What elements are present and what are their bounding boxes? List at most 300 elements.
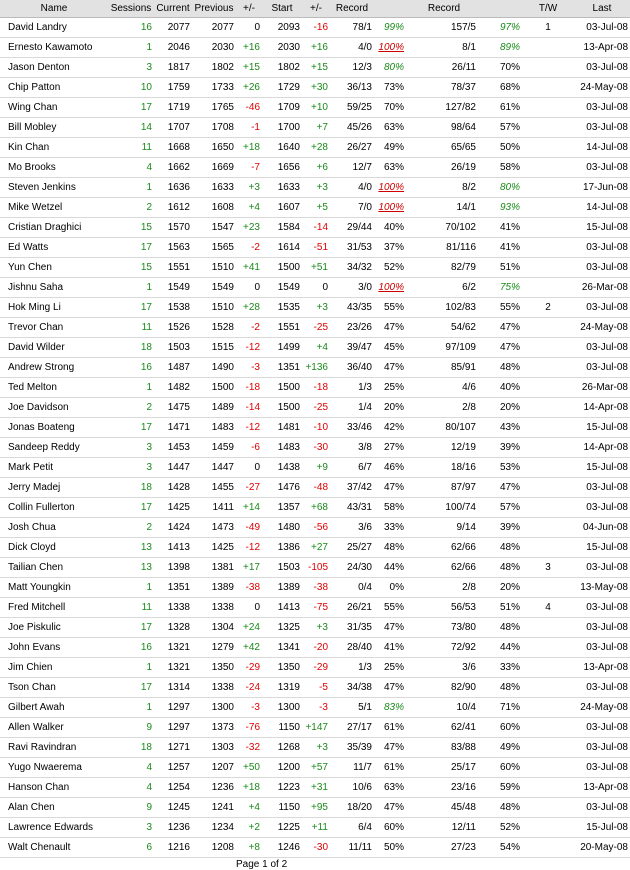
cell-name: Mike Wetzel: [0, 198, 108, 218]
header-record: Record: [330, 0, 374, 18]
cell-tw: [522, 78, 574, 98]
cell-change: +41: [236, 258, 262, 278]
cell-current: 1538: [154, 298, 192, 318]
cell-record-pct: 37%: [374, 238, 410, 258]
cell-last: 03-Jul-08: [574, 558, 630, 578]
cell-last: 14-Jul-08: [574, 198, 630, 218]
cell-current: 1351: [154, 578, 192, 598]
cell-record-total-pct: 48%: [478, 678, 522, 698]
header-current: Current: [154, 0, 192, 18]
cell-start-change: -25: [302, 318, 330, 338]
cell-record: 6/7: [330, 458, 374, 478]
cell-previous: 1733: [192, 78, 236, 98]
cell-change: +18: [236, 778, 262, 798]
cell-start: 1357: [262, 498, 302, 518]
cell-record: 3/8: [330, 438, 374, 458]
cell-sessions: 17: [108, 498, 154, 518]
cell-change: -27: [236, 478, 262, 498]
cell-current: 1216: [154, 838, 192, 858]
cell-last: 15-Jul-08: [574, 218, 630, 238]
cell-record: 10/6: [330, 778, 374, 798]
cell-record-total: 65/65: [410, 138, 478, 158]
cell-sessions: 15: [108, 258, 154, 278]
cell-last: 15-Jul-08: [574, 818, 630, 838]
cell-start: 1607: [262, 198, 302, 218]
cell-sessions: 1: [108, 658, 154, 678]
cell-change: +17: [236, 558, 262, 578]
cell-record-pct: 50%: [374, 838, 410, 858]
table-row: [0, 178, 630, 198]
cell-record-pct: 47%: [374, 738, 410, 758]
cell-last: 03-Jul-08: [574, 358, 630, 378]
cell-tw: [522, 338, 574, 358]
cell-record-total-pct: 52%: [478, 818, 522, 838]
cell-record-pct: 42%: [374, 418, 410, 438]
cell-current: 1549: [154, 278, 192, 298]
cell-tw: [522, 58, 574, 78]
cell-record-total-pct: 57%: [478, 118, 522, 138]
cell-previous: 1338: [192, 678, 236, 698]
table-row: [0, 118, 630, 138]
cell-previous: 1234: [192, 818, 236, 838]
cell-start-change: -29: [302, 658, 330, 678]
cell-record-pct: 44%: [374, 558, 410, 578]
cell-record-total: 82/90: [410, 678, 478, 698]
header-sessions: Sessions: [108, 0, 154, 18]
cell-start: 1268: [262, 738, 302, 758]
cell-record-total-pct: 68%: [478, 78, 522, 98]
cell-record-total: 2/8: [410, 578, 478, 598]
cell-sessions: 16: [108, 358, 154, 378]
cell-name: Joe Davidson: [0, 398, 108, 418]
cell-change: -7: [236, 158, 262, 178]
cell-record-total: 102/83: [410, 298, 478, 318]
cell-change: +4: [236, 798, 262, 818]
cell-record-pct: 100%: [374, 178, 410, 198]
cell-name: Matt Youngkin: [0, 578, 108, 598]
cell-record: 36/40: [330, 358, 374, 378]
cell-sessions: 18: [108, 338, 154, 358]
cell-name: Tailian Chen: [0, 558, 108, 578]
cell-start: 1200: [262, 758, 302, 778]
cell-current: 1245: [154, 798, 192, 818]
cell-record: 36/13: [330, 78, 374, 98]
cell-sessions: 11: [108, 598, 154, 618]
table-row: [0, 498, 630, 518]
cell-change: +24: [236, 618, 262, 638]
cell-record-total-pct: 51%: [478, 598, 522, 618]
cell-record: 34/32: [330, 258, 374, 278]
cell-record-total-pct: 33%: [478, 658, 522, 678]
cell-current: 1428: [154, 478, 192, 498]
cell-change: 0: [236, 278, 262, 298]
cell-record-total: 14/1: [410, 198, 478, 218]
cell-previous: 1208: [192, 838, 236, 858]
cell-change: -24: [236, 678, 262, 698]
cell-name: Fred Mitchell: [0, 598, 108, 618]
cell-sessions: 1: [108, 578, 154, 598]
cell-record-total: 8/2: [410, 178, 478, 198]
cell-last: 03-Jul-08: [574, 738, 630, 758]
cell-record: 1/4: [330, 398, 374, 418]
cell-record-total: 3/6: [410, 658, 478, 678]
cell-tw: [522, 538, 574, 558]
cell-record-pct: 83%: [374, 698, 410, 718]
cell-current: 1526: [154, 318, 192, 338]
cell-start: 1535: [262, 298, 302, 318]
cell-last: 13-Apr-08: [574, 38, 630, 58]
cell-current: 1398: [154, 558, 192, 578]
cell-record: 24/30: [330, 558, 374, 578]
cell-name: Kin Chan: [0, 138, 108, 158]
cell-current: 1759: [154, 78, 192, 98]
cell-record-pct: 47%: [374, 478, 410, 498]
cell-previous: 1338: [192, 598, 236, 618]
cell-sessions: 17: [108, 98, 154, 118]
cell-sessions: 1: [108, 378, 154, 398]
table-row: [0, 798, 630, 818]
cell-record-total-pct: 41%: [478, 238, 522, 258]
cell-previous: 1425: [192, 538, 236, 558]
cell-previous: 1549: [192, 278, 236, 298]
cell-record-pct: 99%: [374, 18, 410, 38]
cell-current: 1453: [154, 438, 192, 458]
cell-record-total: 56/53: [410, 598, 478, 618]
table-row: [0, 398, 630, 418]
cell-record: 6/4: [330, 818, 374, 838]
cell-sessions: 17: [108, 678, 154, 698]
cell-change: +8: [236, 838, 262, 858]
cell-previous: 1633: [192, 178, 236, 198]
cell-previous: 1565: [192, 238, 236, 258]
cell-change: +23: [236, 218, 262, 238]
cell-current: 1636: [154, 178, 192, 198]
cell-record-total-pct: 50%: [478, 138, 522, 158]
cell-record-total-pct: 44%: [478, 638, 522, 658]
cell-previous: 1802: [192, 58, 236, 78]
cell-name: Cristian Draghici: [0, 218, 108, 238]
cell-start-change: -5: [302, 678, 330, 698]
cell-last: 03-Jul-08: [574, 798, 630, 818]
cell-tw: [522, 358, 574, 378]
cell-record-total-pct: 97%: [478, 18, 522, 38]
cell-last: 15-Jul-08: [574, 418, 630, 438]
cell-tw: 2: [522, 298, 574, 318]
cell-current: 1424: [154, 518, 192, 538]
cell-tw: [522, 178, 574, 198]
cell-start: 1483: [262, 438, 302, 458]
cell-name: Chip Patton: [0, 78, 108, 98]
cell-sessions: 18: [108, 738, 154, 758]
cell-record-total-pct: 39%: [478, 518, 522, 538]
header-record-total: Record: [410, 0, 478, 18]
cell-start: 1341: [262, 638, 302, 658]
cell-sessions: 3: [108, 458, 154, 478]
cell-previous: 1528: [192, 318, 236, 338]
cell-start: 1476: [262, 478, 302, 498]
cell-record-pct: 58%: [374, 498, 410, 518]
cell-record-total-pct: 49%: [478, 738, 522, 758]
cell-sessions: 13: [108, 538, 154, 558]
cell-name: Steven Jenkins: [0, 178, 108, 198]
cell-start-change: -20: [302, 638, 330, 658]
cell-tw: [522, 158, 574, 178]
cell-name: Andrew Strong: [0, 358, 108, 378]
cell-tw: [522, 418, 574, 438]
cell-previous: 1708: [192, 118, 236, 138]
cell-record-total-pct: 61%: [478, 98, 522, 118]
cell-name: Dick Cloyd: [0, 538, 108, 558]
cell-current: 1328: [154, 618, 192, 638]
table-row: [0, 778, 630, 798]
cell-previous: 1765: [192, 98, 236, 118]
table-row: [0, 738, 630, 758]
cell-name: Wing Chan: [0, 98, 108, 118]
cell-last: 13-Apr-08: [574, 778, 630, 798]
table-row: [0, 158, 630, 178]
cell-record-pct: 55%: [374, 298, 410, 318]
cell-current: 1662: [154, 158, 192, 178]
cell-start: 1438: [262, 458, 302, 478]
cell-start: 1300: [262, 698, 302, 718]
table-body: [0, 18, 630, 858]
cell-start-change: +3: [302, 738, 330, 758]
cell-last: 03-Jul-08: [574, 158, 630, 178]
cell-tw: [522, 478, 574, 498]
cell-previous: 1236: [192, 778, 236, 798]
cell-record-total-pct: 47%: [478, 338, 522, 358]
cell-current: 1471: [154, 418, 192, 438]
cell-sessions: 3: [108, 58, 154, 78]
cell-name: Hanson Chan: [0, 778, 108, 798]
cell-record: 1/3: [330, 378, 374, 398]
cell-change: -29: [236, 658, 262, 678]
cell-tw: [522, 138, 574, 158]
cell-start-change: -16: [302, 18, 330, 38]
cell-sessions: 4: [108, 758, 154, 778]
cell-tw: [522, 658, 574, 678]
cell-previous: 1300: [192, 698, 236, 718]
cell-record-pct: 47%: [374, 618, 410, 638]
table-row: [0, 198, 630, 218]
cell-start-change: -56: [302, 518, 330, 538]
table-row: [0, 478, 630, 498]
cell-last: 26-Mar-08: [574, 378, 630, 398]
cell-start-change: -105: [302, 558, 330, 578]
cell-last: 03-Jul-08: [574, 718, 630, 738]
cell-tw: [522, 618, 574, 638]
cell-sessions: 17: [108, 618, 154, 638]
cell-record: 34/38: [330, 678, 374, 698]
cell-last: 03-Jul-08: [574, 238, 630, 258]
cell-record-total-pct: 48%: [478, 558, 522, 578]
cell-last: 20-May-08: [574, 838, 630, 858]
cell-start-change: -3: [302, 698, 330, 718]
table-row: [0, 338, 630, 358]
cell-sessions: 1: [108, 178, 154, 198]
cell-name: Trevor Chan: [0, 318, 108, 338]
cell-start: 1640: [262, 138, 302, 158]
cell-record-total: 83/88: [410, 738, 478, 758]
cell-name: Gilbert Awah: [0, 698, 108, 718]
cell-record: 3/6: [330, 518, 374, 538]
cell-record-total-pct: 48%: [478, 798, 522, 818]
cell-last: 14-Apr-08: [574, 398, 630, 418]
cell-start-change: +95: [302, 798, 330, 818]
cell-record-total-pct: 60%: [478, 718, 522, 738]
cell-record-pct: 73%: [374, 78, 410, 98]
cell-last: 15-Jul-08: [574, 538, 630, 558]
cell-last: 24-May-08: [574, 78, 630, 98]
cell-previous: 1483: [192, 418, 236, 438]
cell-current: 1719: [154, 98, 192, 118]
cell-tw: [522, 198, 574, 218]
cell-previous: 1669: [192, 158, 236, 178]
cell-start: 1614: [262, 238, 302, 258]
cell-record-total-pct: 89%: [478, 38, 522, 58]
cell-change: -38: [236, 578, 262, 598]
cell-name: Mark Petit: [0, 458, 108, 478]
cell-record: 26/27: [330, 138, 374, 158]
cell-record-total: 87/97: [410, 478, 478, 498]
cell-record-pct: 20%: [374, 398, 410, 418]
cell-tw: [522, 98, 574, 118]
cell-tw: [522, 278, 574, 298]
cell-sessions: 6: [108, 838, 154, 858]
cell-sessions: 2: [108, 518, 154, 538]
cell-record-total-pct: 48%: [478, 358, 522, 378]
table-row: [0, 58, 630, 78]
cell-previous: 1304: [192, 618, 236, 638]
cell-name: Alan Chen: [0, 798, 108, 818]
cell-last: 24-May-08: [574, 698, 630, 718]
cell-tw: [522, 238, 574, 258]
cell-name: Jason Denton: [0, 58, 108, 78]
cell-record-total-pct: 57%: [478, 498, 522, 518]
cell-record-total: 9/14: [410, 518, 478, 538]
cell-current: 1321: [154, 658, 192, 678]
cell-sessions: 16: [108, 18, 154, 38]
cell-start-change: +68: [302, 498, 330, 518]
cell-current: 1487: [154, 358, 192, 378]
cell-tw: [522, 798, 574, 818]
table-row: [0, 658, 630, 678]
cell-start: 1500: [262, 398, 302, 418]
table-row: [0, 598, 630, 618]
table-row: [0, 838, 630, 858]
cell-previous: 1303: [192, 738, 236, 758]
cell-start-change: -30: [302, 438, 330, 458]
cell-record: 12/3: [330, 58, 374, 78]
cell-start: 1480: [262, 518, 302, 538]
cell-last: 03-Jul-08: [574, 118, 630, 138]
cell-name: Jishnu Saha: [0, 278, 108, 298]
cell-start: 1325: [262, 618, 302, 638]
cell-record: 35/39: [330, 738, 374, 758]
cell-tw: [522, 678, 574, 698]
cell-sessions: 1: [108, 38, 154, 58]
table-row: [0, 18, 630, 38]
cell-last: 14-Apr-08: [574, 438, 630, 458]
cell-sessions: 3: [108, 438, 154, 458]
header-start: Start: [262, 0, 302, 18]
cell-name: Jerry Madej: [0, 478, 108, 498]
table-row: [0, 298, 630, 318]
cell-start-change: +136: [302, 358, 330, 378]
cell-start: 1319: [262, 678, 302, 698]
cell-current: 1570: [154, 218, 192, 238]
cell-name: David Landry: [0, 18, 108, 38]
cell-record: 31/35: [330, 618, 374, 638]
table-row: [0, 618, 630, 638]
cell-record-total-pct: 51%: [478, 258, 522, 278]
cell-record-total-pct: 59%: [478, 778, 522, 798]
cell-start: 1246: [262, 838, 302, 858]
cell-last: 13-Apr-08: [574, 658, 630, 678]
cell-current: 1425: [154, 498, 192, 518]
cell-record: 29/44: [330, 218, 374, 238]
cell-last: 26-Mar-08: [574, 278, 630, 298]
cell-record-pct: 25%: [374, 658, 410, 678]
table-row: [0, 418, 630, 438]
cell-last: 03-Jul-08: [574, 298, 630, 318]
cell-change: -1: [236, 118, 262, 138]
table-row: [0, 698, 630, 718]
table-row: [0, 638, 630, 658]
cell-current: 1563: [154, 238, 192, 258]
header-row: [0, 0, 630, 18]
cell-sessions: 14: [108, 118, 154, 138]
table-row: [0, 258, 630, 278]
cell-start: 1413: [262, 598, 302, 618]
header-change: +/-: [236, 0, 262, 18]
cell-name: Walt Chenault: [0, 838, 108, 858]
cell-start-change: -30: [302, 838, 330, 858]
cell-previous: 2030: [192, 38, 236, 58]
cell-record-pct: 46%: [374, 458, 410, 478]
cell-start-change: +30: [302, 78, 330, 98]
cell-record-pct: 49%: [374, 138, 410, 158]
cell-record-total: 81/116: [410, 238, 478, 258]
cell-current: 1257: [154, 758, 192, 778]
cell-change: -2: [236, 238, 262, 258]
cell-record-total-pct: 55%: [478, 298, 522, 318]
cell-name: Ernesto Kawamoto: [0, 38, 108, 58]
cell-record-pct: 70%: [374, 98, 410, 118]
cell-sessions: 18: [108, 478, 154, 498]
table-row: [0, 578, 630, 598]
cell-record-pct: 55%: [374, 598, 410, 618]
cell-previous: 2077: [192, 18, 236, 38]
cell-change: -18: [236, 378, 262, 398]
cell-name: Yugo Nwaerema: [0, 758, 108, 778]
cell-start-change: +3: [302, 178, 330, 198]
table-row: [0, 718, 630, 738]
cell-start-change: -10: [302, 418, 330, 438]
cell-change: +2: [236, 818, 262, 838]
cell-record-total-pct: 54%: [478, 838, 522, 858]
cell-last: 03-Jul-08: [574, 678, 630, 698]
cell-record-total: 10/4: [410, 698, 478, 718]
cell-record-total: 8/1: [410, 38, 478, 58]
cell-tw: 4: [522, 598, 574, 618]
cell-previous: 1373: [192, 718, 236, 738]
cell-previous: 1473: [192, 518, 236, 538]
header-previous: Previous: [192, 0, 236, 18]
cell-current: 1271: [154, 738, 192, 758]
cell-start: 1386: [262, 538, 302, 558]
cell-previous: 1241: [192, 798, 236, 818]
